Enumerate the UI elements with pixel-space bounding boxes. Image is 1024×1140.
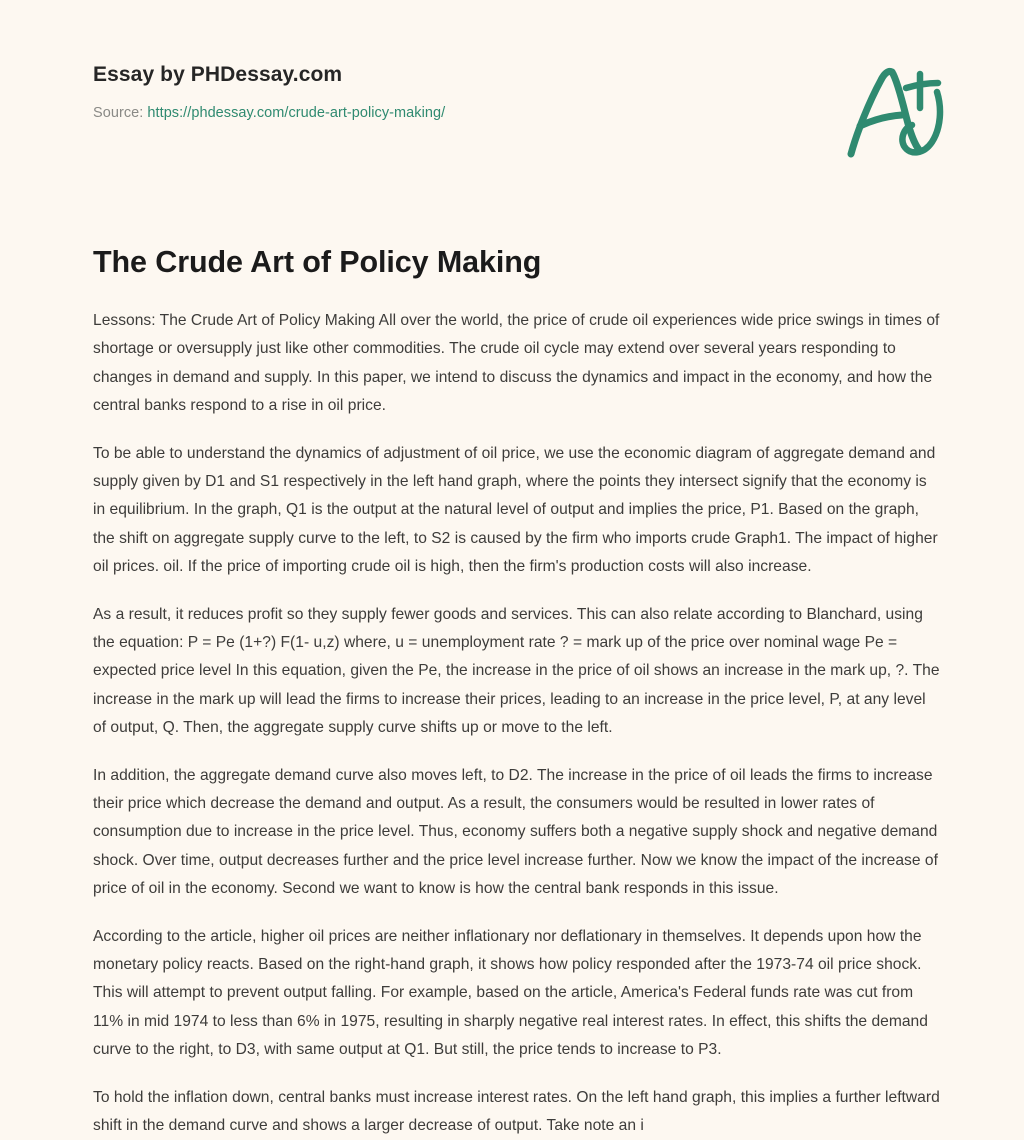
paragraph: In addition, the aggregate demand curve also moves left, to D2. The increase in the price of oil leads the firms to increase their price which decrease the demand and output. As a result, the consumers would be resulted in lower rates of consumption due to increase in the price level. Thus, economy suffers both a negative supply shock and negative demand shock. Over time, output decreases further and the price level increase further. Now we know the impact of the increase of price of oil in the economy. Second we want to know is how the central bank responds in this issue.	[93, 766, 938, 897]
source-line	[93, 104, 940, 123]
page-title: The Crude Art of Policy Making	[93, 245, 542, 279]
paragraph: To be able to understand the dynamics of adjustment of oil price, we use the economic diagram of aggregate demand and supply given by D1 and S1 respectively in the left hand graph, where the points they intersect signify that the economy is in equilibrium. In the graph, Q1 is the output at the natural level of output and implies the price, P1. Based on the graph, the shift on aggregate supply curve to the left, to S2 is caused by the firm who imports crude Graph1. The impact of higher oil prices. oil. If the price of importing crude oil is high, then the firm's production costs will also increase.	[93, 444, 938, 575]
source-url-link[interactable]: https://phdessay.com/crude-art-policy-making/	[147, 105, 446, 122]
paragraph: Lessons: The Crude Art of Policy Making All over the world, the price of crude oil experiences wide price swings in times of shortage or oversupply just like other commodities. The crude oil cycle may extend over several years responding to changes in demand and supply. In this paper, we intend to discuss the dynamics and impact in the economy, and how the central banks respond to a rise in oil price.	[93, 312, 940, 414]
paragraph: According to the article, higher oil prices are neither inflationary nor deflationary in themselves. It depends upon how the monetary policy reacts. Based on the right-hand graph, it shows how policy responded after the 1973-74 oil price shock. This will attempt to prevent output falling. For example, based on the article, America's Federal funds rate was cut from 11% in mid 1974 to less than 6% in 1975, resulting in sharply negative real interest rates. In effect, this shifts the demand curve to the right, to D3, with same output at Q1. But still, the price tends to increase to P3.	[93, 927, 928, 1058]
paragraph: To hold the inflation down, central banks must increase interest rates. On the left hand graph, this implies a further leftward shift in the demand curve and shows a larger decrease of output. Take note an i	[93, 1089, 940, 1135]
a-plus-grade-logo	[838, 58, 950, 166]
source-label: Source:	[93, 105, 144, 122]
essay-body	[0, 281, 1024, 1140]
page-header	[0, 0, 1024, 180]
paragraph: As a result, it reduces profit so they supply fewer goods and services. This can also relate according to Blanchard, using the equation: P = Pe (1+?) F(1- u,z) where, u = unemployment rate ? = mark up of the price over nominal wage Pe = expected price level In this equation, given the Pe, the increase in the price of oil shows an increase in the mark up, ?. The increase in the mark up will lead the firms to increase their prices, leading to an increase in the price level, P, at any level of output, Q. Then, the aggregate supply curve shifts up or move to the left.	[93, 605, 940, 736]
brand-title: Essay by PHDessay.com	[93, 63, 343, 86]
